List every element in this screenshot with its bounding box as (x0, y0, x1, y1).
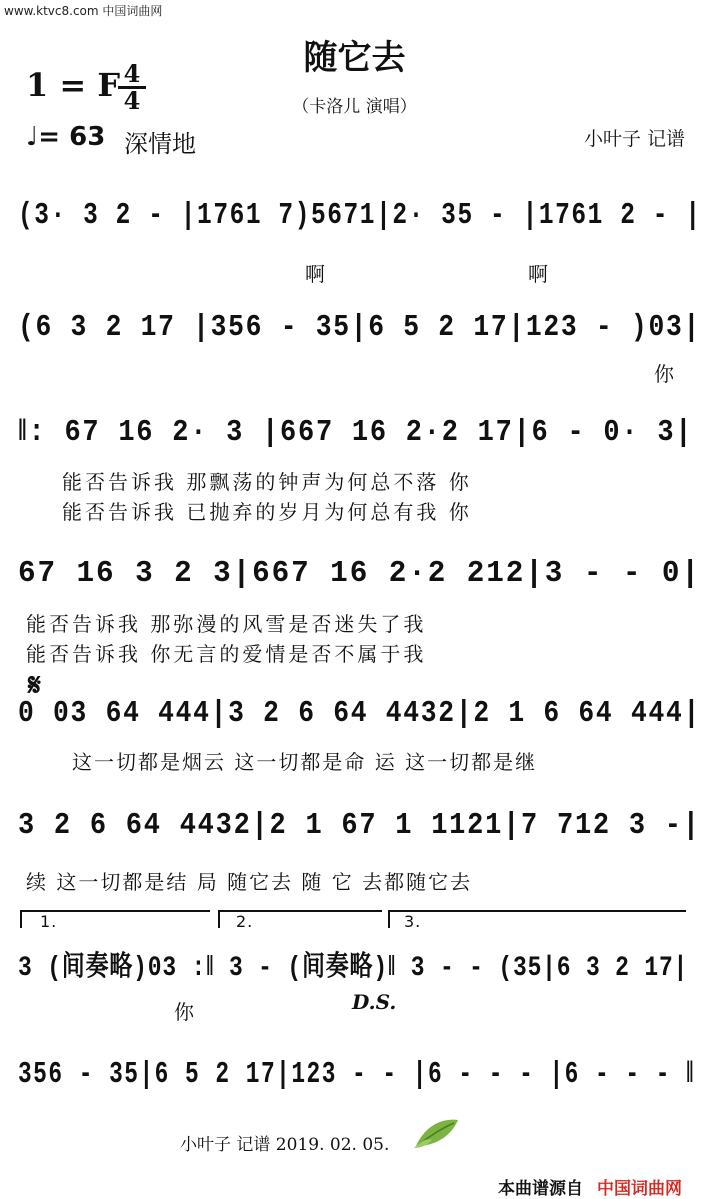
tempo-marking: ♩= 63 (26, 122, 106, 152)
transcriber-credit: 小叶子 记谱 (583, 128, 685, 150)
notation-line-7: 3 (间奏略)03 :‖ 3 - (间奏略)‖ 3 - - (35|6 3 2 17| (18, 953, 689, 984)
segno-sign: 𝄋 (28, 668, 41, 703)
lyric-line-3-verse-2: 能否告诉我 已抛弃的岁月为何总有我 你 (62, 500, 472, 524)
notation-line-1: (3· 3 2 - |1761 7)5671|2· 35 - |1761 2 - | (18, 198, 702, 233)
notation-line-2: (6 3 2 17 |356 - 35|6 5 2 17|123 - )03| (18, 310, 702, 345)
source-credit (498, 1174, 682, 1199)
volta-label-3: 3. (404, 912, 422, 931)
time-signature-top: 4 (118, 62, 146, 89)
notation-line-8: 356 - 35|6 5 2 17|123 - - |6 - - - |6 - - - ‖ (18, 1057, 696, 1092)
footer-credit: 小叶子 记谱 2019. 02. 05. (180, 1135, 390, 1155)
volta-bracket-3 (388, 910, 686, 928)
lyric-line-1-a: 啊 (305, 262, 326, 286)
lyric-line-2: 你 (654, 362, 675, 386)
time-signature (118, 59, 146, 115)
volta-label-2: 2. (236, 912, 254, 931)
page-title: 随它去 (303, 38, 406, 78)
subtitle: （卡洛儿 演唱） (292, 97, 417, 117)
lyric-line-5: 这一切都是烟云 这一切都是命 运 这一切都是继 (72, 750, 538, 774)
expression-marking: 深情地 (124, 130, 196, 158)
notation-line-5: 0 03 64 444|3 2 6 64 4432|2 1 6 64 444| (18, 696, 702, 731)
lyric-line-1-b: 啊 (528, 262, 549, 286)
notation-line-6: 3 2 6 64 4432|2 1 67 1 1121|7 712 3 -| (18, 808, 701, 843)
time-signature-bottom: 4 (123, 86, 141, 115)
key-signature: 1 = F (26, 66, 121, 104)
volta-label-1: 1. (40, 912, 58, 931)
lyric-line-4-verse-2: 能否告诉我 你无言的爱情是否不属于我 (26, 642, 427, 666)
lyric-line-4-verse-1: 能否告诉我 那弥漫的风雪是否迷失了我 (26, 612, 427, 636)
site-url: www.ktvc8.com 中国词曲网 (4, 4, 163, 18)
source-label: 本曲谱源自 (498, 1179, 583, 1199)
dal-segno-marking: D.S. (352, 990, 397, 1014)
notation-line-3: ‖: 67 16 2· 3 |667 16 2·2 17|6 - 0· 3| (18, 415, 694, 450)
lyric-line-6: 续 这一切都是结 局 随它去 随 它 去都随它去 (26, 870, 473, 894)
leaf-icon (412, 1116, 460, 1154)
notation-line-4: 67 16 3 2 3|667 16 2·2 212|3 - - 0| (18, 556, 701, 591)
lyric-line-7: 你 (174, 1000, 195, 1024)
source-brand[interactable]: 中国词曲网 (597, 1179, 682, 1199)
lyric-line-3-verse-1: 能否告诉我 那飘荡的钟声为何总不落 你 (62, 470, 472, 494)
